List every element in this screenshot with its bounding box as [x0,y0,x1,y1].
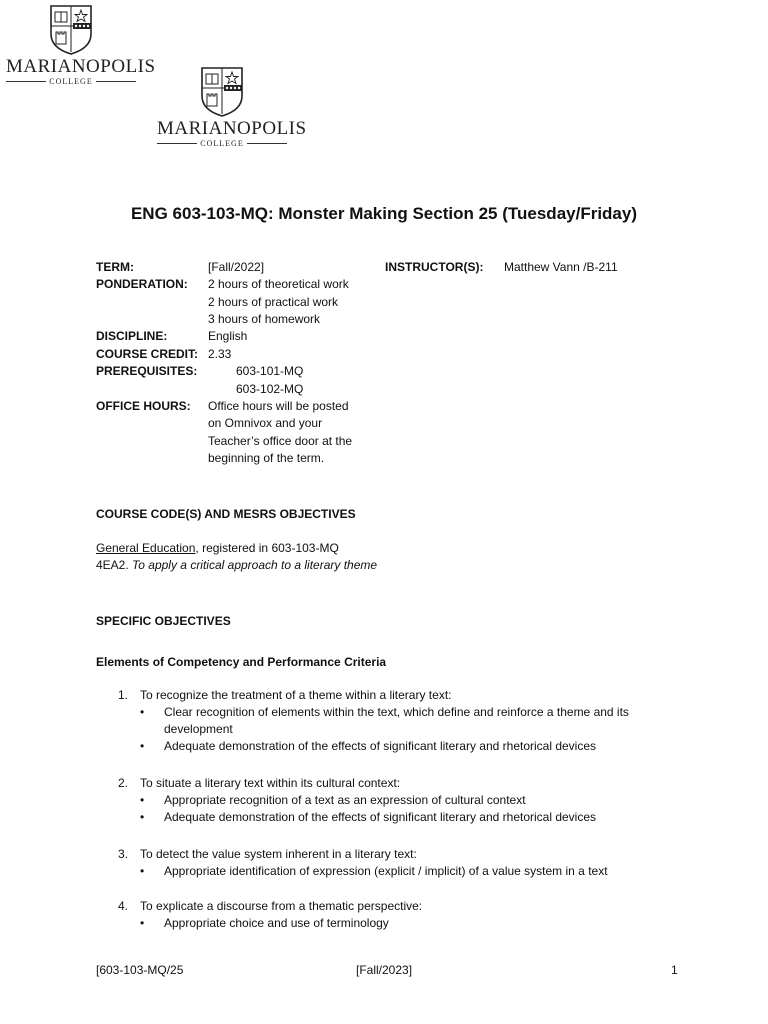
objective-item: 3. To detect the value system inherent in a literary text: • Appropriate identification of expression (explicit / implicit) of a value system in a text [118,846,678,880]
course-codes-heading: COURSE CODE(S) AND MESRS OBJECTIVES [96,507,356,521]
general-education-line: General Education, registered in 603-103-MQ [96,541,339,555]
ponderation-label: PONDERATION: [96,277,188,291]
college-logo-secondary [157,66,307,148]
list-item: • Clear recognition of elements within the text, which define and reinforce a theme and its development [140,705,629,736]
objective-code: 4EA2. [96,558,129,572]
objective-text: To apply a critical approach to a literary theme [132,558,378,572]
prerequisites-label: PREREQUISITES: [96,364,198,378]
footer-course-code: [603-103-MQ/25 [96,963,184,977]
general-education-link[interactable]: General Education [96,541,196,555]
term-value: [Fall/2022] [208,260,265,274]
discipline-value: English [208,329,248,343]
ponderation-line-3: 3 hours of homework [208,312,321,326]
logo-wordmark: MARIANOPOLIS [157,118,307,139]
office-hours-line-4: beginning of the term. [208,451,325,465]
course-credit-label: COURSE CREDIT: [96,347,199,361]
crest-icon [48,4,94,56]
ponderation-line-2: 2 hours of practical work [208,295,339,309]
objective-item: 1. To recognize the treatment of a theme within a literary text: • Clear recognition of elements within the text, which define and reinforce a theme and its development • Adequate demonstration of the effects of significant literary and rhetorical devices [118,687,678,755]
discipline-label: DISCIPLINE: [96,329,168,343]
list-item: • Appropriate identification of expression (explicit / implicit) of a value system in a text [140,864,608,878]
term-label: TERM: [96,260,134,274]
crest-icon [199,66,245,118]
office-hours-line-1: Office hours will be posted [208,399,349,413]
instructor-value: Matthew Vann /B-211 [504,260,618,274]
college-logo [6,4,156,86]
competency-subheading: Elements of Competency and Performance Criteria [96,655,387,669]
office-hours-line-2: on Omnivox and your [208,416,323,430]
specific-objectives-heading: SPECIFIC OBJECTIVES [96,614,231,628]
logo-wordmark: MARIANOPOLIS [6,56,156,77]
office-hours-label: OFFICE HOURS: [96,399,191,413]
list-item: • Adequate demonstration of the effects of significant literary and rhetorical devices [140,810,597,824]
objective-item: 4. To explicate a discourse from a thematic perspective: • Appropriate choice and use of terminology [118,898,678,932]
objective-line [96,557,377,574]
course-title: ENG 603-103-MQ: Monster Making Section 25 (Tuesday/Friday) [130,204,638,223]
logo-subtitle: COLLEGE [6,77,136,86]
office-hours-line-3: Teacher’s office door at the [208,434,353,448]
objective-item: 2. To situate a literary text within its cultural context: • Appropriate recognition of a text as an expression of cultural context • Adequate demonstration of the effects of significant literary and rhetorical devices [118,775,678,826]
prerequisite-1: 603-101-MQ [236,364,304,378]
list-item: • Adequate demonstration of the effects of significant literary and rhetorical devices [140,739,597,753]
ponderation-line-1: 2 hours of theoretical work [208,277,349,291]
course-credit-value: 2.33 [208,347,232,361]
page-number: 1 [671,963,678,977]
footer-term: [Fall/2023] [356,963,413,977]
prerequisite-2: 603-102-MQ [236,382,304,396]
list-item: • Appropriate choice and use of terminology [140,916,389,930]
list-item: • Appropriate recognition of a text as an expression of cultural context [140,793,526,807]
logo-subtitle: COLLEGE [157,139,287,148]
instructor-label: INSTRUCTOR(S): [385,260,484,274]
